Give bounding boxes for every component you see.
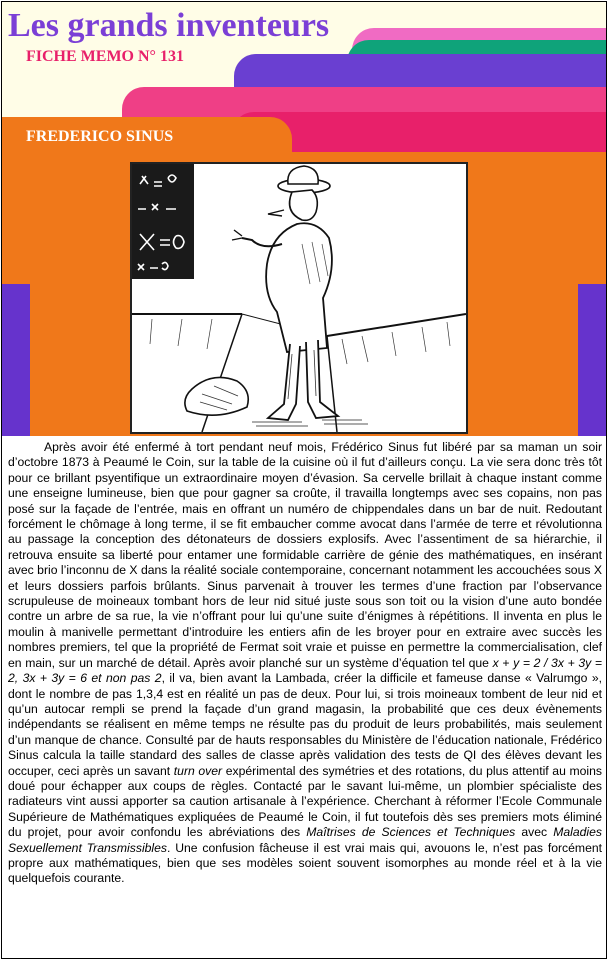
header-banner <box>2 2 606 436</box>
article-emphasis: turn over <box>173 763 223 778</box>
article-equation: x + y = 2 / 3x + 3y = 2, 3x + 3y = 6 et non pas 2 <box>8 655 602 686</box>
decor-band <box>578 284 606 436</box>
article-text: Après avoir été enfermé à tort pendant neuf mois, Frédérico Sinus fut libéré par sa maman un soir d’octobre 1873 à Peaumé le Coin, sur la table de la cuisine où il fut d’ailleurs conçu. La vie sera donc très tôt pour ce brillant psyentifique un extraordinaire moyen d’évasion. Sa cervelle brillait à chaque instant comme une enseigne lumineuse, bien que pour gagner sa croûte, il travailla longtemps avec ses copains, non pas posé sur la façade de l’entrée, mais en offrant un numéro de chippendales dans un bar de nuit. Redoutant forcément le chômage à long terme, il se fit embaucher comme avocat dans l’armée de terre et révolutionna au passage la conception des détonateurs de dossiers explosifs. Avec l’assentiment de sa hiérarchie, il retrouva ensuite sa liberté pour entamer une formidable carrière de génie des mathématiques, en insérant avec brio l’inconnu de X dans la réalité sociale contemporaine, concernant notamment les accouchées sous X et leurs dossiers parfois brûlants. Sinus parvenait à trouver les termes d’une fraction par l’observance scrupuleuse de moineaux tombant hors de leur nid situé juste sous son toit ou la vision d’une auto bondée contre un arbre de sa rue, la vie n’offrant pour lui qu’une suite d’énigmes à répétitions. Il inventa en plus le moulin à manivelle permettant d’introduire les entiers afin de les broyer pour en extraire avec succès les nombres premiers, tel que la propriété de Fermat soit vraie et puisse en permettre la commercialisation, clef en main, sur un marché de détail. Après avoir planché sur un système d’équation tel que <box>8 440 602 670</box>
decor-band <box>2 284 30 436</box>
memo-card <box>1 1 607 959</box>
article-text: avec <box>515 825 554 840</box>
illustration-mathematician <box>130 162 468 434</box>
page-title: Les grands inventeurs <box>8 7 330 44</box>
article-emphasis: Maîtrises de Sciences et Techniques <box>306 825 516 840</box>
article-text: . Une confusion fâcheuse il est vrai mais qui, avouons le, n’est pas forcément propre aux mathématiques, bien que ses modèles soient souvent isomorphes au monde réel et à la vie quelquefois courante. <box>8 840 603 886</box>
article-text: expérimental des symétries et des rotations, du plus attentif au moins doué pour échapper aux coups de règles. Contacté par le savant lui-même, un plombier spécialiste des radiateurs vint aussi apporter sa caution artisanale à l’expérience. Cherchant à réformer l’Ecole Communale Supérieure de Mathématiques expliquées de Peaumé le Coin, il fut toutefois dès ses premiers mots éliminé du projet, pour avoir confondu les abréviations des <box>8 763 602 840</box>
inventor-name: FREDERICO SINUS <box>26 128 174 145</box>
memo-number: FICHE MEMO N° 131 <box>26 48 184 65</box>
article-text: , il va, bien avant la Lambada, créer la difficile et fameuse danse « Valrumgo », dont le nombre de pas 1,3,4 est en réalité un pas de deux. Pour lui, si trois moineaux tombent de leur nid et qu’un autocar rempli se prend la façade d’un grand magasin, la probabilité que ces deux évènements indépendants se réalisent en même temps ne résulte pas du produit de leurs probabilités, mais seulement d’un manque de chance. Consulté par de hauts responsables du Ministère de l’éducation nationale, Frédérico Sinus calcula la taille standard des salles de classe après validation des tests de QI des élèves devant les occuper, ceci après un savant <box>8 671 602 778</box>
article-emphasis: Maladies Sexuellement Transmissibles <box>8 825 602 855</box>
article-body <box>8 440 602 954</box>
